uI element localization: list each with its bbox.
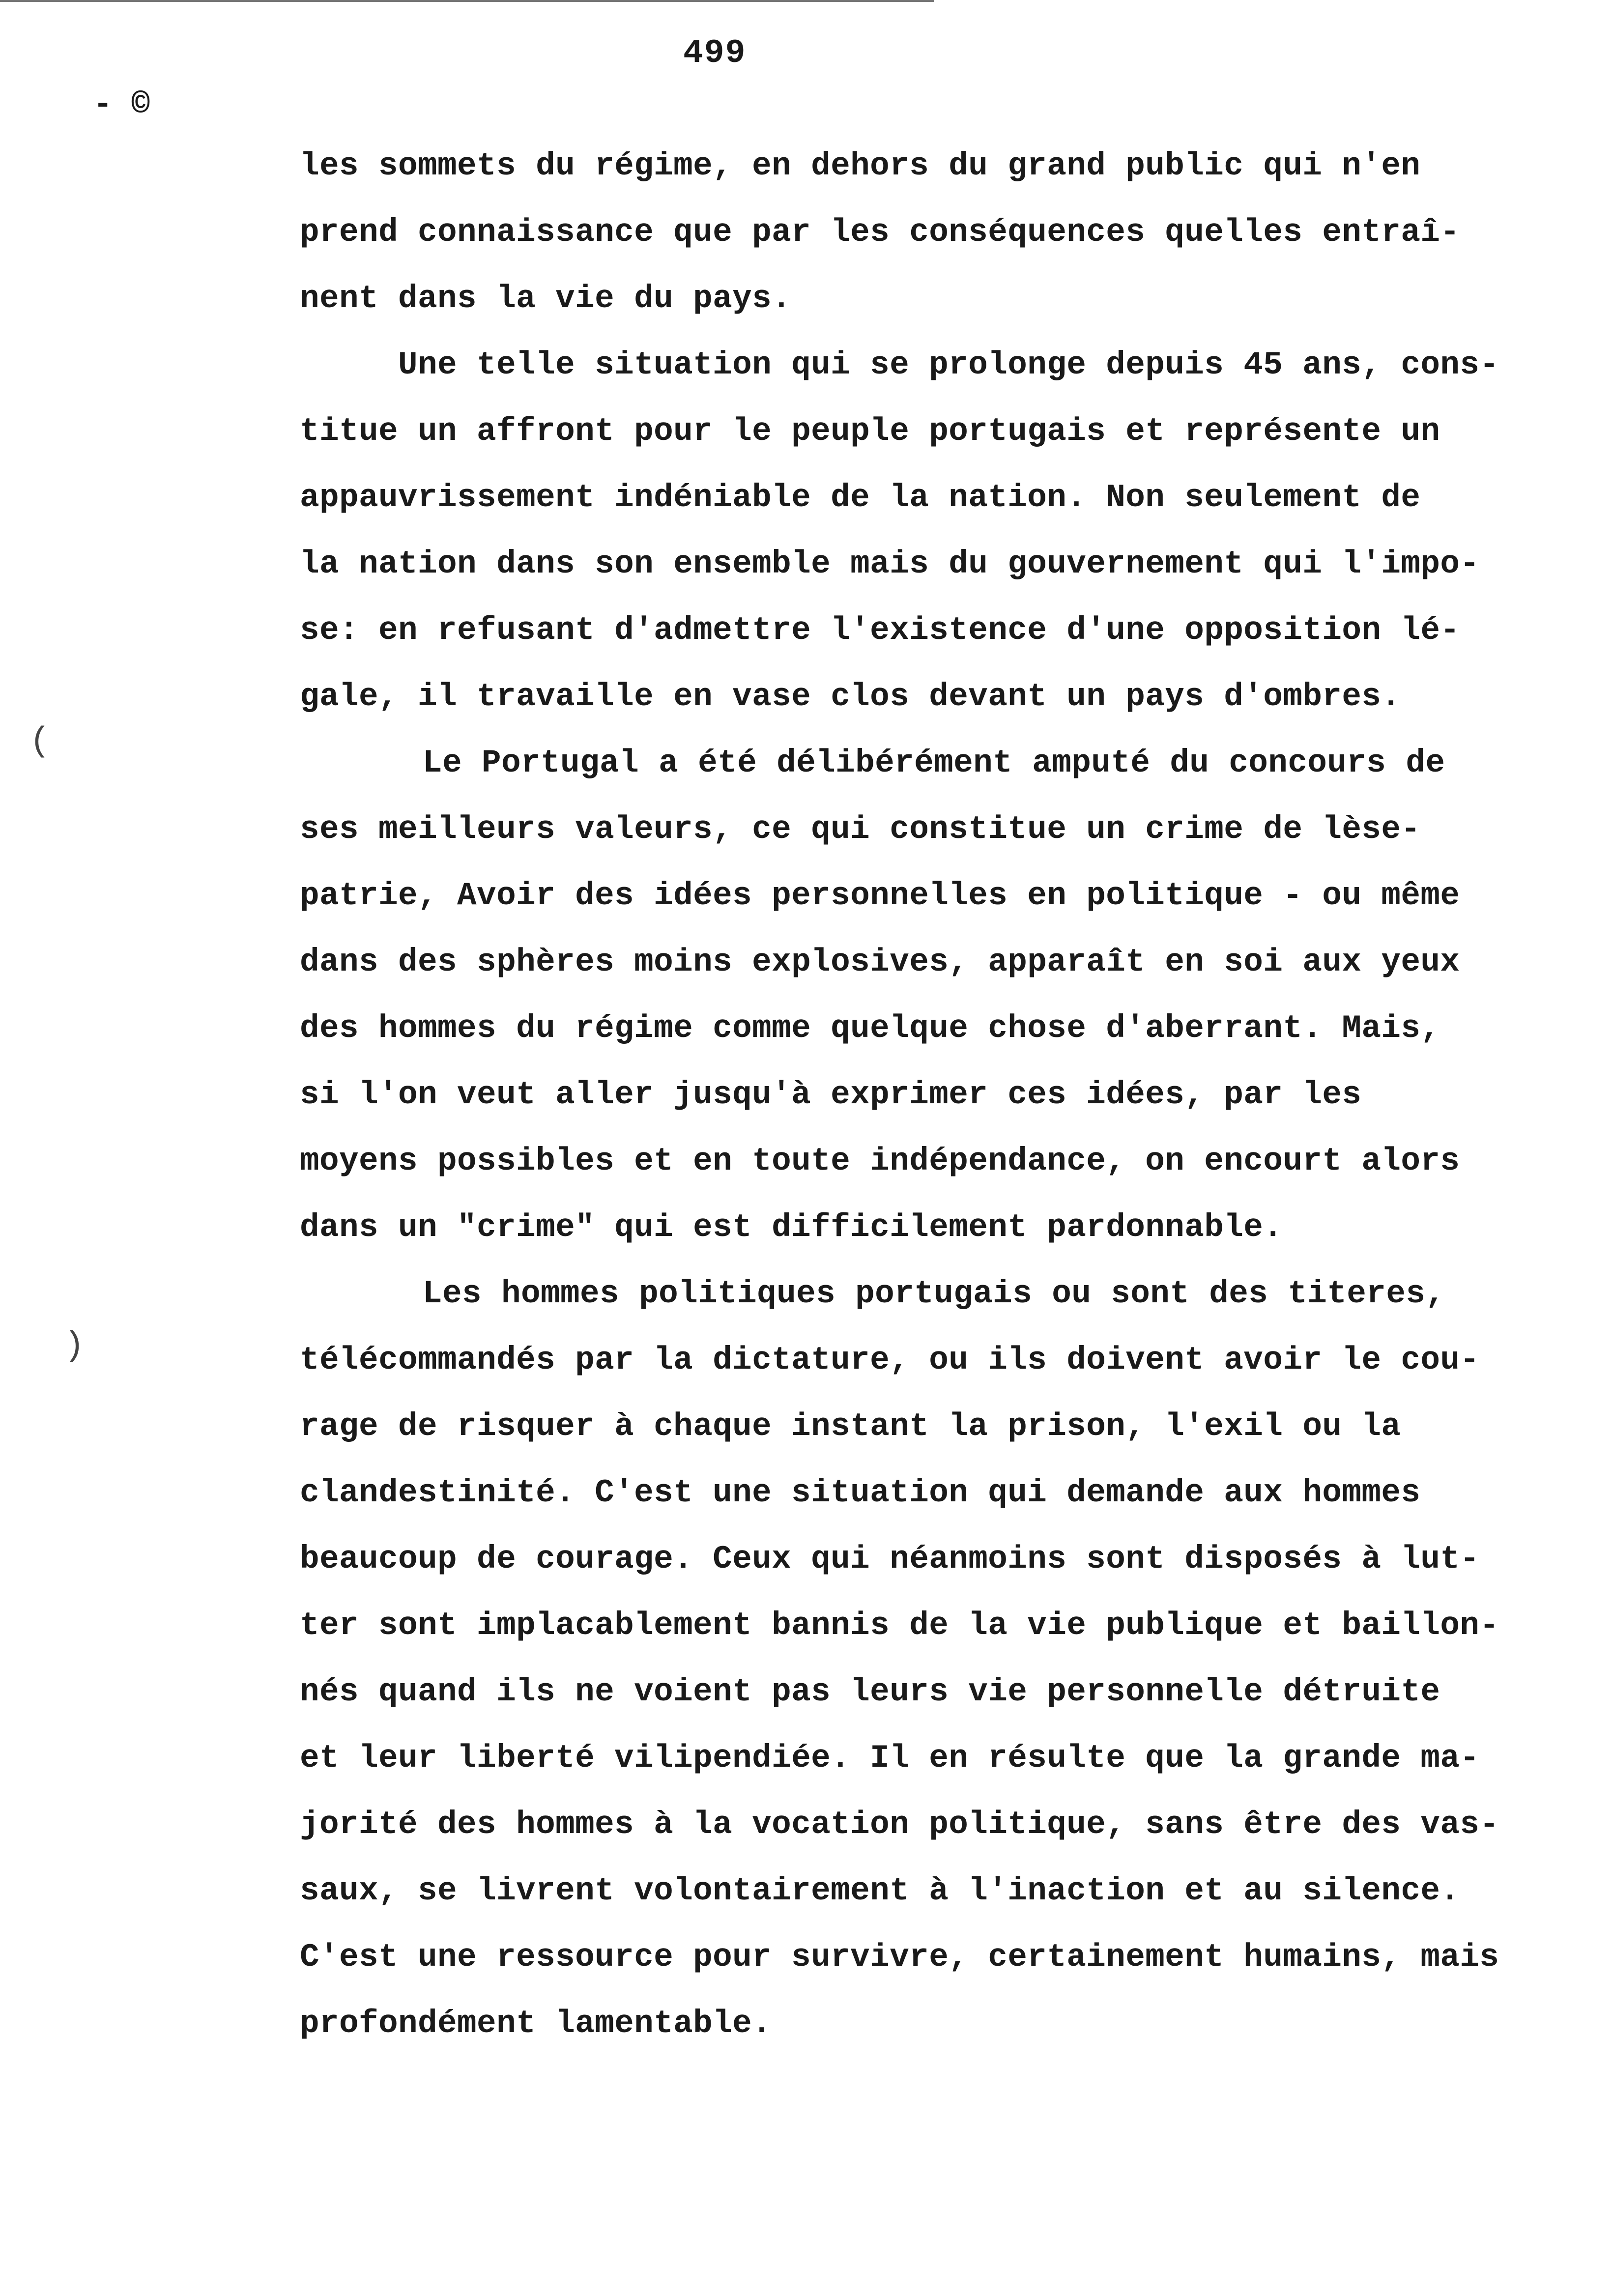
text-line: télécommandés par la dictature, ou ils doivent avoir le cou- — [300, 1342, 1480, 1378]
text-line: moyens possibles et en toute indépendance, on encourt alors — [300, 1143, 1460, 1179]
text-line: profondément lamentable. — [300, 2005, 772, 2042]
text-line: dans des sphères moins explosives, apparaît en soi aux yeux — [300, 944, 1460, 980]
top-rule — [0, 0, 934, 2]
text-line: beaucoup de courage. Ceux qui néanmoins sont disposés à lut- — [300, 1541, 1480, 1578]
text-line: clandestinité. C'est une situation qui demande aux hommes — [300, 1474, 1421, 1511]
text-line: saux, se livrent volontairement à l'inaction et au silence. — [300, 1872, 1460, 1909]
text-line: ses meilleurs valeurs, ce qui constitue un crime de lèse- — [300, 811, 1421, 848]
margin-mark: - © — [93, 87, 150, 123]
margin-bracket-mark: ( — [29, 722, 51, 761]
text-line: Les hommes politiques portugais ou sont des titeres, — [423, 1275, 1445, 1312]
text-line: si l'on veut aller jusqu'à exprimer ces idées, par les — [300, 1076, 1362, 1113]
text-line: la nation dans son ensemble mais du gouvernement qui l'impo- — [300, 545, 1480, 582]
text-line: nés quand ils ne voient pas leurs vie personnelle détruite — [300, 1673, 1440, 1710]
text-line: Une telle situation qui se prolonge depuis 45 ans, cons- — [398, 346, 1499, 383]
text-line: gale, il travaille en vase clos devant un pays d'ombres. — [300, 678, 1401, 715]
text-line: patrie, Avoir des idées personnelles en politique - ou même — [300, 877, 1460, 914]
text-line: Le Portugal a été délibérément amputé du concours de — [423, 745, 1445, 781]
text-line: nent dans la vie du pays. — [300, 280, 792, 317]
text-line: C'est une ressource pour survivre, certainement humains, mais — [300, 1939, 1499, 1976]
text-line: des hommes du régime comme quelque chose d'aberrant. Mais, — [300, 1010, 1440, 1047]
text-line: se: en refusant d'admettre l'existence d'une opposition lé- — [300, 612, 1460, 649]
text-line: appauvrissement indéniable de la nation. Non seulement de — [300, 479, 1421, 516]
text-line: dans un "crime" qui est difficilement pardonnable. — [300, 1209, 1283, 1246]
text-line: jorité des hommes à la vocation politique, sans être des vas- — [300, 1806, 1499, 1843]
page-number: 499 — [683, 34, 747, 72]
text-line: et leur liberté vilipendiée. Il en résulte que la grande ma- — [300, 1740, 1480, 1777]
text-line: prend connaissance que par les conséquences quelles entraî- — [300, 214, 1460, 251]
text-line: ter sont implacablement bannis de la vie publique et baillon- — [300, 1607, 1499, 1644]
text-line: rage de risquer à chaque instant la prison, l'exil ou la — [300, 1408, 1401, 1445]
text-line: titue un affront pour le peuple portugais et représente un — [300, 413, 1440, 450]
body-text — [300, 133, 1558, 2057]
text-line: les sommets du régime, en dehors du grand public qui n'en — [300, 147, 1421, 184]
margin-bracket-mark: ) — [64, 1327, 85, 1366]
